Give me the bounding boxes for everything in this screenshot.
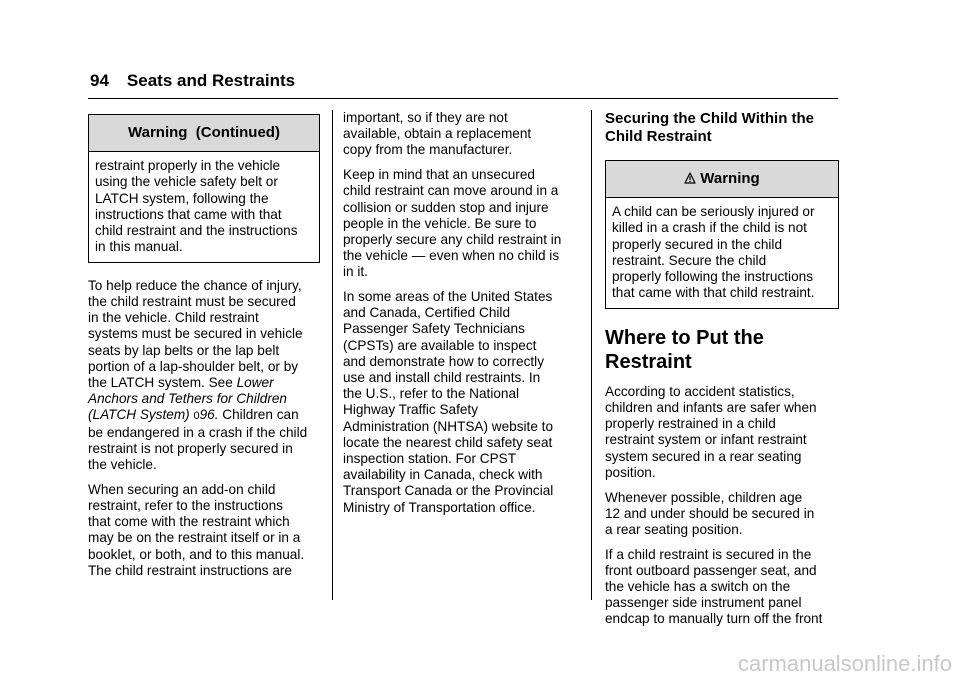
warning-line: instructions that came with that xyxy=(95,206,282,222)
warning-line: using the vehicle safety belt or xyxy=(95,174,278,190)
warning-continued-title: Warning (Continued) xyxy=(89,115,319,152)
paragraph-unsecured: Keep in mind that an unsecured child restraint can move around in a collision or sudden stop and injure people in the vehicle. Be sure to properly secure any child restraint in the vehicle — even when no child is in it. xyxy=(343,167,562,280)
page-number: 94 xyxy=(90,71,109,90)
page-header xyxy=(90,70,838,92)
paragraph-cpst: In some areas of the United States and Canada, Certified Child Passenger Safety Technicians (CPSTs) are available to inspect and demonstrate how to correctly use and install child restraints. In the U.S., refer to the National Highway Traffic Safety Administration (NHTSA) website to locate the nearest child safety seat inspection station. For CPST availability in Canada, check with Transport Canada or the Provincial Ministry of Transportation office. xyxy=(343,289,554,515)
warning-triangle-icon xyxy=(684,172,696,184)
paragraph-age-12: Whenever possible, children age 12 and under should be secured in a rear seating position. xyxy=(605,489,815,537)
paragraph-important: important, so if they are not available, obtain a replacement copy from the manufacturer. xyxy=(343,110,532,158)
watermark: carmanualsonline.info xyxy=(737,651,952,676)
warning-line: restraint properly in the vehicle xyxy=(95,158,281,173)
paragraph-statistics: According to accident statistics, children and infants are safer when properly restrained in a child restraint system or infant restraint system secured in a rear seating position. xyxy=(605,383,817,480)
paragraph-add-on: When securing an add-on child restraint, refer to the instructions that come with the restraint which may be on the restraint itself or in a booklet, or both, and to this manual. The child restraint instructions are xyxy=(88,481,305,578)
warning-line: in this manual. xyxy=(95,239,183,255)
paragraph-securing-injury: To help reduce the chance of injury, the child restraint must be secured in the vehicle. Child restraint systems must be secured in vehicle seats by lap belts or the lap belt portion of a lap-shoulder belt, or by the LATCH system. See Lower Anchors and Tethers for Children (LATCH System) 096. Children can be endangered in a crash if the child restraint is not properly secured in the vehicle. xyxy=(88,277,308,473)
latch-link[interactable]: Lower Anchors and Tethers for Children (LATCH System) xyxy=(88,375,287,423)
column-3 xyxy=(605,110,839,636)
column-divider-2 xyxy=(591,110,592,600)
section-heading-where-to-put: Where to Put the Restraint xyxy=(605,326,764,373)
warning-body xyxy=(606,198,838,308)
warning-line: properly secured in the child xyxy=(612,236,783,252)
warning-box xyxy=(605,160,839,309)
header-rule xyxy=(88,98,838,99)
warning-continued-body xyxy=(89,152,319,262)
paragraph-front-seat: If a child restraint is secured in the front outboard passenger seat, and the vehicle has a switch on the passenger side instrument panel endcap to manually turn off the front xyxy=(605,546,823,627)
page-ref-link[interactable]: 96. xyxy=(199,407,219,423)
warning-line: LATCH system, following the xyxy=(95,190,269,206)
warning-line: that came with that child restraint. xyxy=(612,285,815,301)
warning-line: properly following the instructions xyxy=(612,269,813,285)
warning-title: Warning xyxy=(606,161,838,198)
warning-line: A child can be seriously injured or xyxy=(612,204,815,219)
warning-line: killed in a crash if the child is not xyxy=(612,220,807,236)
warning-continued-box xyxy=(88,114,320,263)
sub-heading-securing-child: Securing the Child Within the Child Restraint xyxy=(605,110,815,145)
warning-line: restraint. Secure the child xyxy=(612,252,767,268)
page-ref-symbol: 0 xyxy=(193,410,200,423)
column-1 xyxy=(88,110,320,587)
warning-line: child restraint and the instructions xyxy=(95,223,298,239)
column-divider-1 xyxy=(332,110,333,600)
page-title: Seats and Restraints xyxy=(126,71,296,90)
column-2 xyxy=(343,110,575,524)
